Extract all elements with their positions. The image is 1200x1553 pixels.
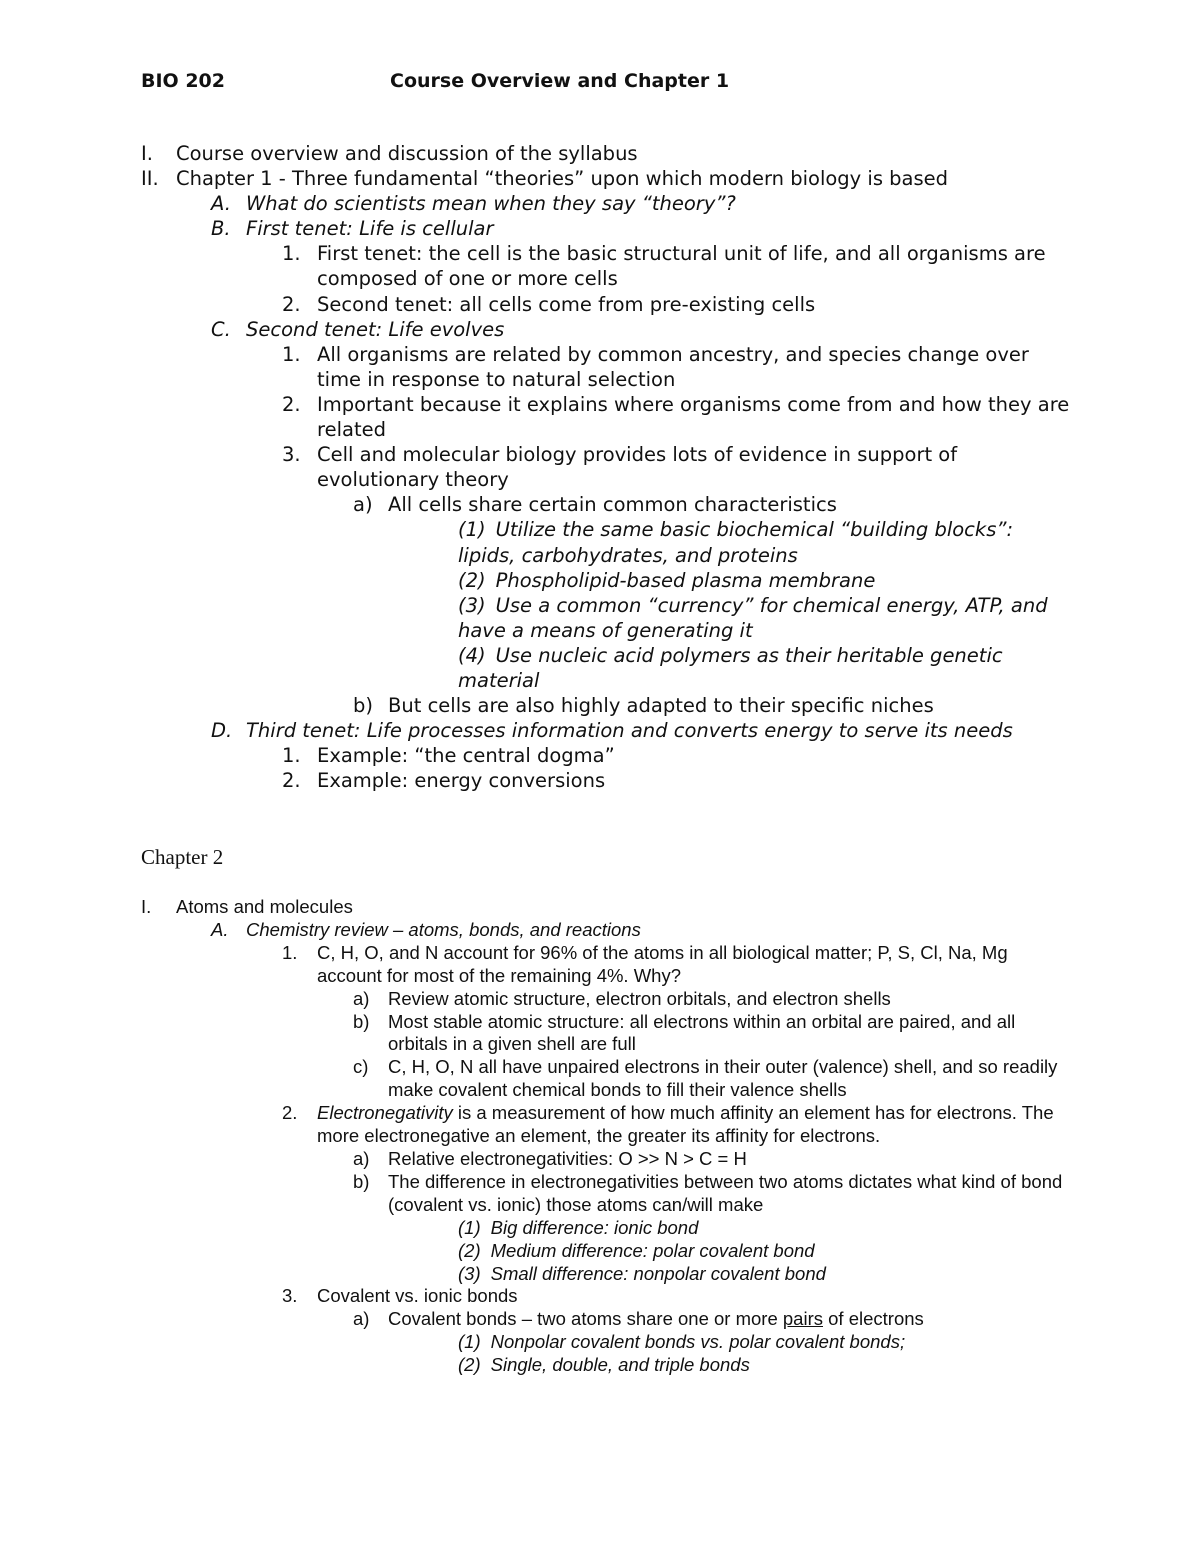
item-text-underlined: pairs <box>782 1308 823 1330</box>
page-title: Course Overview and Chapter 1 <box>390 70 730 92</box>
item-marker: 2. <box>282 392 301 416</box>
item-text: Second tenet: Life evolves <box>246 317 505 341</box>
item-text: Small difference: nonpolar covalent bond <box>490 1262 826 1284</box>
outline-item <box>141 568 1071 593</box>
course-code: BIO 202 <box>141 70 225 92</box>
item-marker: (2) <box>458 568 486 592</box>
item-text: Example: energy conversions <box>317 769 606 793</box>
item-text: C, H, O, and N account for 96% of the atoms in all biological matter; P, S, Cl, Na, Mg account for most of the remaining 4%. Why? <box>317 941 1008 986</box>
outline-item <box>141 1331 1071 1354</box>
item-marker: A. <box>211 192 231 216</box>
item-marker: 1. <box>282 342 301 366</box>
item-term: Electronegativity <box>317 1102 453 1124</box>
item-marker: 1. <box>282 242 301 266</box>
outline-item <box>141 643 1071 693</box>
item-marker: a) <box>353 987 370 1009</box>
outline-item <box>141 342 1071 392</box>
outline-item <box>141 517 1071 567</box>
item-marker: 2. <box>282 1102 298 1124</box>
item-text: Course overview and discussion of the syllabus <box>176 142 638 165</box>
item-text: Chemistry review – atoms, bonds, and reactions <box>246 918 641 940</box>
item-text: Review atomic structure, electron orbitals, and electron shells <box>388 987 891 1009</box>
outline-item <box>141 896 1071 919</box>
item-text: Nonpolar covalent bonds vs. polar covalent bonds; <box>490 1331 906 1353</box>
item-text: Cell and molecular biology provides lots of evidence in support of evolutionary theory <box>317 443 958 492</box>
item-marker: (1) <box>458 518 486 542</box>
item-text: Chapter 1 - Three fundamental “theories” upon which modern biology is based <box>176 167 949 191</box>
outline-item <box>141 1308 1071 1331</box>
item-marker: 2. <box>282 292 301 316</box>
item-marker: a) <box>353 493 373 517</box>
item-text: Utilize the same basic biochemical “building blocks”: lipids, carbohydrates, and proteins <box>458 518 1014 567</box>
item-text: What do scientists mean when they say “theory”? <box>246 192 736 216</box>
item-text: All cells share certain common characteristics <box>388 493 837 517</box>
item-marker: c) <box>353 1056 369 1078</box>
item-marker: D. <box>211 719 233 743</box>
outline-item <box>141 442 1071 492</box>
outline-item <box>141 1354 1071 1377</box>
item-text: C, H, O, N all have unpaired electrons in their outer (valence) shell, and so readily make covalent chemical bonds to fill their valence shells <box>388 1056 1058 1101</box>
outline-item <box>141 718 1071 743</box>
outline-item <box>141 492 1071 517</box>
item-text: Medium difference: polar covalent bond <box>490 1239 815 1261</box>
outline-item <box>141 1102 1071 1148</box>
item-marker: a) <box>353 1147 370 1169</box>
outline-item <box>141 768 1071 793</box>
outline-item <box>141 1240 1071 1263</box>
item-marker: II. <box>141 167 159 191</box>
outline-item <box>141 693 1071 718</box>
outline-item <box>141 392 1071 442</box>
item-marker: B. <box>211 217 231 241</box>
item-text: Relative electronegativities: O >> N > C = H <box>388 1147 747 1169</box>
outline-item <box>141 1171 1071 1217</box>
item-text: Single, double, and triple bonds <box>490 1354 750 1376</box>
chapter-2-outline <box>141 896 1071 1377</box>
item-marker: b) <box>353 1170 370 1192</box>
item-text: But cells are also highly adapted to their specific niches <box>388 694 934 718</box>
item-text: The difference in electronegativities between two atoms dictates what kind of bond (covalent vs. ionic) those atoms can/will make <box>388 1170 1063 1215</box>
item-marker: (4) <box>458 643 486 667</box>
outline-item <box>141 1263 1071 1286</box>
item-marker: C. <box>211 317 231 341</box>
item-text: Use nucleic acid polymers as their heritable genetic material <box>458 643 1003 692</box>
outline-item <box>141 942 1071 988</box>
outline-item <box>141 317 1071 342</box>
item-text: is a measurement of how much affinity an element has for electrons. The more electronegative an element, the greater its affinity for electrons. <box>317 1102 1054 1147</box>
outline-item <box>141 743 1071 768</box>
item-marker: (1) <box>458 1331 481 1353</box>
item-text: Third tenet: Life processes information and converts energy to serve its needs <box>246 719 1013 743</box>
outline-item <box>141 166 1071 191</box>
item-text: Phospholipid-based plasma membrane <box>495 568 876 592</box>
page-header <box>141 70 730 92</box>
item-marker: b) <box>353 1010 370 1032</box>
item-text: Second tenet: all cells come from pre-existing cells <box>317 292 816 316</box>
item-marker: 1. <box>282 744 301 768</box>
item-marker: (1) <box>458 1216 481 1238</box>
outline-item <box>141 1011 1071 1057</box>
item-marker: 3. <box>282 1285 298 1307</box>
item-text: Atoms and molecules <box>176 896 353 917</box>
outline-item <box>141 292 1071 317</box>
item-marker: A. <box>211 918 229 940</box>
outline-item <box>141 988 1071 1011</box>
item-text: All organisms are related by common ancestry, and species change over time in response to natural selection <box>317 342 1029 391</box>
item-text-after: of electrons <box>823 1308 924 1330</box>
item-marker: b) <box>353 694 373 718</box>
outline-item <box>141 1217 1071 1240</box>
outline-item <box>141 919 1071 942</box>
item-marker: (3) <box>458 1262 481 1284</box>
item-marker: I. <box>141 142 153 165</box>
item-text: Big difference: ionic bond <box>490 1216 699 1238</box>
item-text: First tenet: Life is cellular <box>246 217 494 241</box>
outline-item <box>141 216 1071 241</box>
item-text: Important because it explains where organisms come from and how they are related <box>317 392 1070 442</box>
outline-item <box>141 593 1071 643</box>
item-text: Covalent vs. ionic bonds <box>317 1285 518 1307</box>
outline-item <box>141 241 1071 291</box>
course-overview-outline <box>141 141 1071 793</box>
item-text: Use a common “currency” for chemical energy, ATP, and have a means of generating it <box>458 593 1048 642</box>
outline-item <box>141 1148 1071 1171</box>
item-marker: (2) <box>458 1354 481 1376</box>
chapter-2-heading: Chapter 2 <box>141 845 224 869</box>
outline-item <box>141 141 1071 166</box>
item-marker: 2. <box>282 769 301 793</box>
item-text: First tenet: the cell is the basic structural unit of life, and all organisms are composed of one or more cells <box>317 242 1046 291</box>
item-marker: 1. <box>282 941 298 963</box>
item-marker: a) <box>353 1308 370 1330</box>
outline-item <box>141 1285 1071 1308</box>
item-marker: (2) <box>458 1239 481 1261</box>
item-marker: 3. <box>282 443 301 467</box>
item-marker: I. <box>141 896 152 917</box>
item-text: Example: “the central dogma” <box>317 744 615 768</box>
item-text: Most stable atomic structure: all electrons within an orbital are paired, and all orbitals in a given shell are full <box>388 1010 1016 1055</box>
outline-item <box>141 1056 1071 1102</box>
item-marker: (3) <box>458 593 486 617</box>
item-text-before: Covalent bonds – two atoms share one or more <box>388 1308 783 1330</box>
outline-item <box>141 191 1071 216</box>
